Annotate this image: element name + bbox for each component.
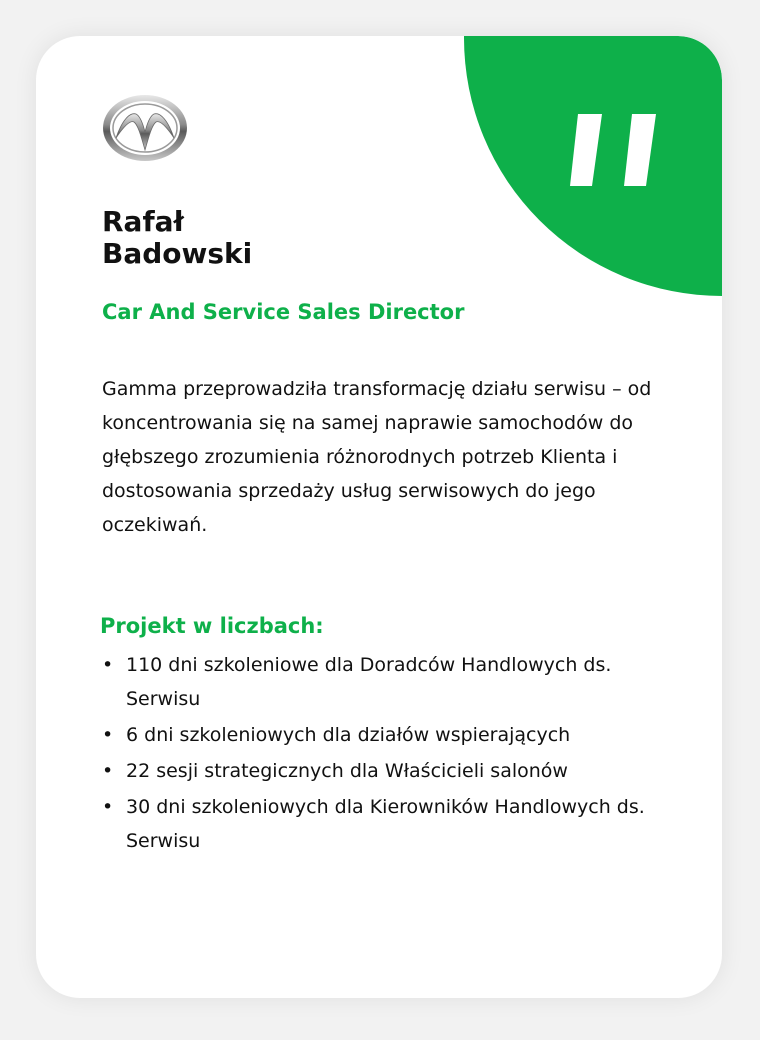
testimonial-text: Gamma przeprowadziła transformację działu serwisu – od koncentrowania się na samej naprawie samochodów do głębszego zrozumienia różnorodnych potrzeb Klienta i dostosowania sprzedaży usług serwisowych do jego oczekiwań. — [102, 378, 652, 536]
person-name — [102, 206, 252, 270]
person-last-name: Badowski — [102, 237, 253, 270]
quote-mark-icon — [566, 108, 676, 198]
list-item-text: 6 dni szkoleniowych dla działów wspierających — [126, 724, 571, 746]
testimonial-card — [36, 36, 722, 998]
list-item-text: 110 dni szkoleniowe dla Doradców Handlowych ds. Serwisu — [126, 654, 612, 710]
person-first-name: Rafał — [102, 205, 184, 238]
list-item — [102, 718, 662, 752]
project-section-title: Projekt w liczbach: — [100, 614, 324, 638]
bullet-icon: • — [102, 654, 114, 676]
bullet-icon: • — [102, 796, 114, 818]
list-item — [102, 648, 662, 716]
project-stats-list — [102, 648, 662, 860]
list-item — [102, 790, 662, 858]
person-role: Car And Service Sales Director — [102, 300, 465, 324]
list-item — [102, 754, 662, 788]
list-item-text: 22 sesji strategicznych dla Właścicieli salonów — [126, 760, 568, 782]
bullet-icon: • — [102, 760, 114, 782]
bullet-icon: • — [102, 724, 114, 746]
list-item-text: 30 dni szkoleniowych dla Kierowników Handlowych ds. Serwisu — [126, 796, 645, 852]
mazda-logo-icon — [100, 92, 190, 164]
